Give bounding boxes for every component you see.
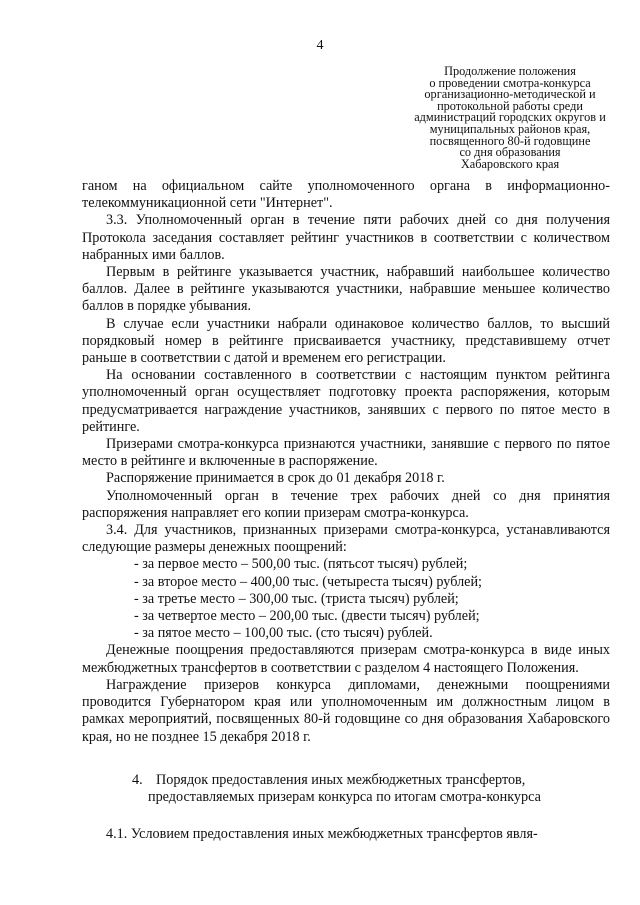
paragraph: На основании составленного в соответствии с настоящим пунктом рейтинга уполномоченный орган осуществляет подготовку проекта распоряжения, которым предусматривается награждение участников, занявших с первого по пятое место в рейтинге. (82, 367, 610, 435)
section-number: 4. (132, 771, 143, 788)
header-note-line: Хабаровского края (460, 156, 560, 171)
header-note-line: со дня образования (459, 145, 561, 160)
paragraph: Награждение призеров конкурса дипломами, денежными поощрениями проводится Губернатором края или уполномоченным им должностным лицом в рамках мероприятий, посвященных 80-й годовщине со дня образования Хабаровского края, но не позднее 15 декабря 2018 г. (82, 676, 610, 745)
paragraph: Призерами смотра-конкурса признаются участники, занявшие с первого по пятое место в рейтинге и включенные в распоряжение. (82, 436, 610, 470)
header-note-line: о проведении смотра-конкурса (429, 75, 591, 90)
header-note-line: протокольной работы среди (437, 98, 583, 113)
prize-list-item: - за первое место – 500,00 тыс. (пятьсот тысяч) рублей; (134, 556, 468, 573)
section-heading (82, 772, 610, 806)
header-note-line: Продолжение положения (444, 64, 576, 78)
header-note-line: муниципальных районов края, (429, 121, 591, 136)
prize-list-item: - за третье место – 300,00 тыс. (триста тысяч) рублей; (134, 590, 459, 607)
paragraph: Уполномоченный орган в течение трех рабочих дней со дня принятия распоряжения направляет его копии призерам смотра-конкурса. (82, 487, 610, 521)
header-note-line: посвященного 80-й годовщине (429, 133, 591, 148)
paragraph: Первым в рейтинге указывается участник, набравший наибольшее количество баллов. Далее в рейтинге указываются участники, набравшие меньшее количество баллов в порядке убывания. (82, 264, 610, 315)
paragraph: Денежные поощрения предоставляются призерам смотра-конкурса в виде иных межбюджетных трансфертов в соответствии с разделом 4 настоящего Положения. (82, 642, 610, 676)
paragraph: В случае если участники набрали одинаковое количество баллов, то высший порядковый номер в рейтинге присваивается участнику, представившему отчет раньше в соответствии с датой и временем его регистрации. (82, 315, 610, 367)
header-note-line: администраций городских округов и (414, 110, 606, 125)
prize-list (82, 556, 610, 642)
document-body (82, 178, 610, 843)
header-note (386, 66, 634, 170)
prize-list-item: - за второе место – 400,00 тыс. (четыреста тысяч) рублей; (134, 573, 482, 590)
page-number: 4 (316, 38, 324, 53)
paragraph: 3.3. Уполномоченный орган в течение пяти рабочих дней со дня получения Протокола заседания составляет рейтинг участников в соответствии с количеством набранных ими баллов. (82, 212, 610, 263)
section-title-line: Порядок предоставления иных межбюджетных трансфертов, (156, 771, 526, 788)
header-note-line: организационно-методической и (424, 87, 596, 102)
paragraph: ганом на официальном сайте уполномоченного органа в информационно-телекоммуникационной сети "Интернет". (82, 178, 610, 212)
prize-list-item: - за четвертое место – 200,00 тыс. (двести тысяч) рублей; (134, 608, 480, 625)
section-title-line: предоставляемых призерам конкурса по итогам смотра-конкурса (148, 788, 541, 805)
prize-list-item: - за пятое место – 100,00 тыс. (сто тысяч) рублей. (134, 625, 433, 642)
paragraph: 4.1. Условием предоставления иных межбюджетных трансфертов явля- (106, 826, 538, 843)
paragraph: 3.4. Для участников, признанных призерами смотра-конкурса, устанавливаются следующие размеры денежных поощрений: (82, 522, 610, 556)
paragraph: Распоряжение принимается в срок до 01 декабря 2018 г. (106, 470, 445, 487)
